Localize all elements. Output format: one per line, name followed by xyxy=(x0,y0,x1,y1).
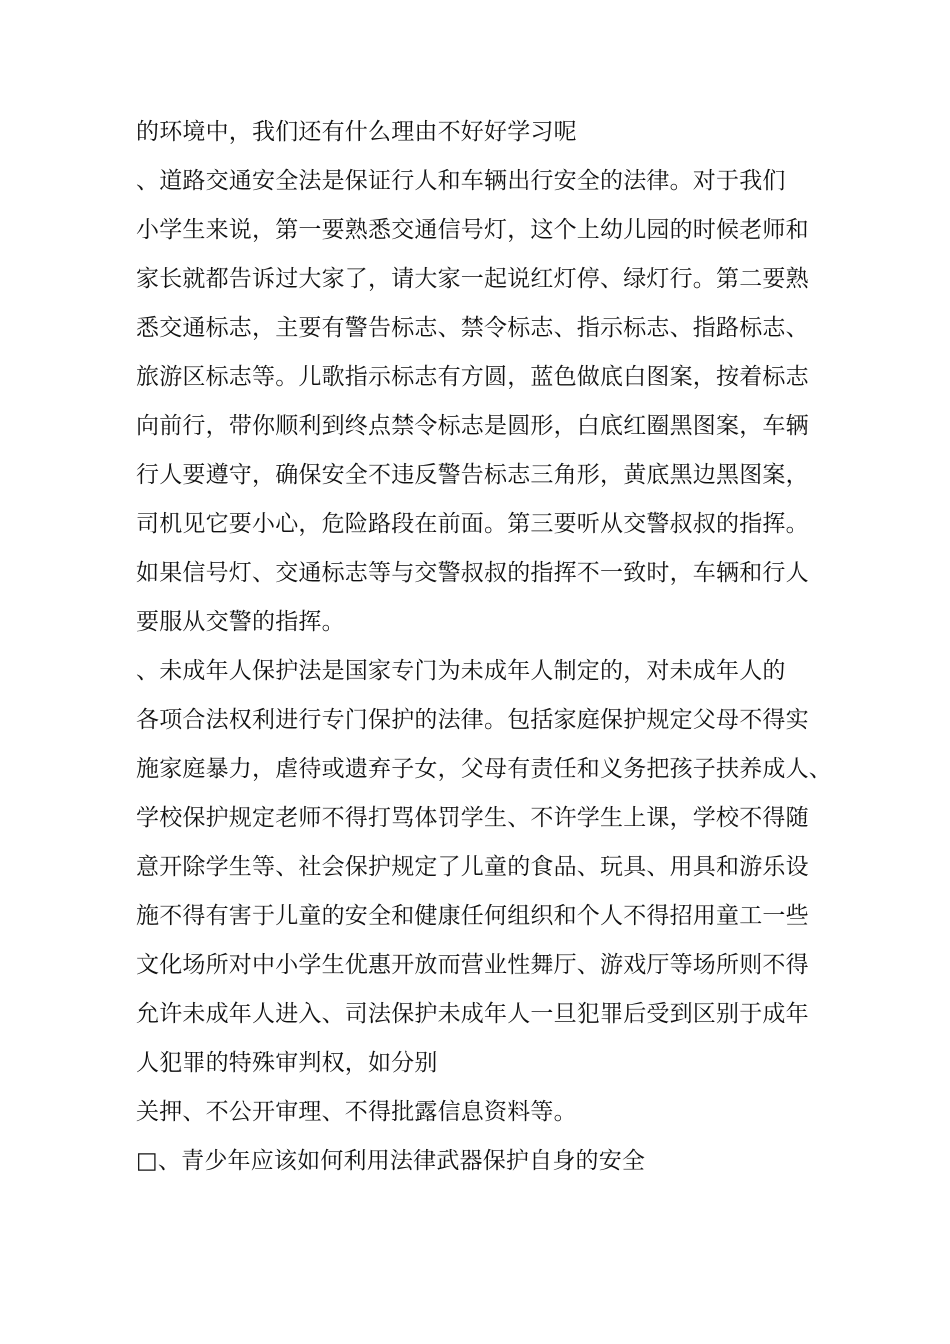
text-line: 、未成年人保护法是国家专门为未成年人制定的，对未成年人的 xyxy=(136,658,786,684)
text-line: 意开除学生等、社会保护规定了儿童的食品、玩具、用具和游乐设 xyxy=(136,854,809,880)
text-line: 小学生来说，第一要熟悉交通信号灯，这个上幼儿园的时候老师和 xyxy=(136,217,809,243)
text-line: 各项合法权利进行专门保护的法律。包括家庭保护规定父母不得实 xyxy=(136,707,809,733)
text-line: 、道路交通安全法是保证行人和车辆出行安全的法律。对于我们 xyxy=(136,168,786,194)
text-line: 人犯罪的特殊审判权，如分别 xyxy=(136,1050,438,1076)
text-line: 关押、不公开审理、不得批露信息资料等。 xyxy=(136,1099,577,1125)
text-line: 学校保护规定老师不得打骂体罚学生、不许学生上课，学校不得随 xyxy=(136,805,809,831)
text-line: 施不得有害于儿童的安全和健康任何组织和个人不得招用童工一些 xyxy=(136,903,809,929)
text-line: 施家庭暴力，虐待或遗弃子女，父母有责任和义务把孩子扶养成人、 xyxy=(136,756,832,782)
text-line: 如果信号灯、交通标志等与交警叔叔的指挥不一致时，车辆和行人 xyxy=(136,560,809,586)
text-line: 悉交通标志，主要有警告标志、禁令标志、指示标志、指路标志、 xyxy=(136,315,809,341)
section-heading: □、青少年应该如何利用法律武器保护自身的安全 xyxy=(136,1148,646,1174)
text-line: 文化场所对中小学生优惠开放而营业性舞厅、游戏厅等场所则不得 xyxy=(136,952,809,978)
text-line: 的环境中，我们还有什么理由不好好学习呢 xyxy=(136,119,577,145)
text-line: 向前行，带你顺利到终点禁令标志是圆形，白底红圈黑图案，车辆 xyxy=(136,413,809,439)
text-line: 司机见它要小心，危险路段在前面。第三要听从交警叔叔的指挥。 xyxy=(136,511,809,537)
text-line: 家长就都告诉过大家了，请大家一起说红灯停、绿灯行。第二要熟 xyxy=(136,266,809,292)
text-line: 要服从交警的指挥。 xyxy=(136,609,345,635)
text-line: 旅游区标志等。儿歌指示标志有方圆，蓝色做底白图案，按着标志 xyxy=(136,364,809,390)
text-line: 行人要遵守，确保安全不违反警告标志三角形，黄底黑边黑图案， xyxy=(136,462,809,488)
text-line: 允许未成年人进入、司法保护未成年人一旦犯罪后受到区别于成年 xyxy=(136,1001,809,1027)
